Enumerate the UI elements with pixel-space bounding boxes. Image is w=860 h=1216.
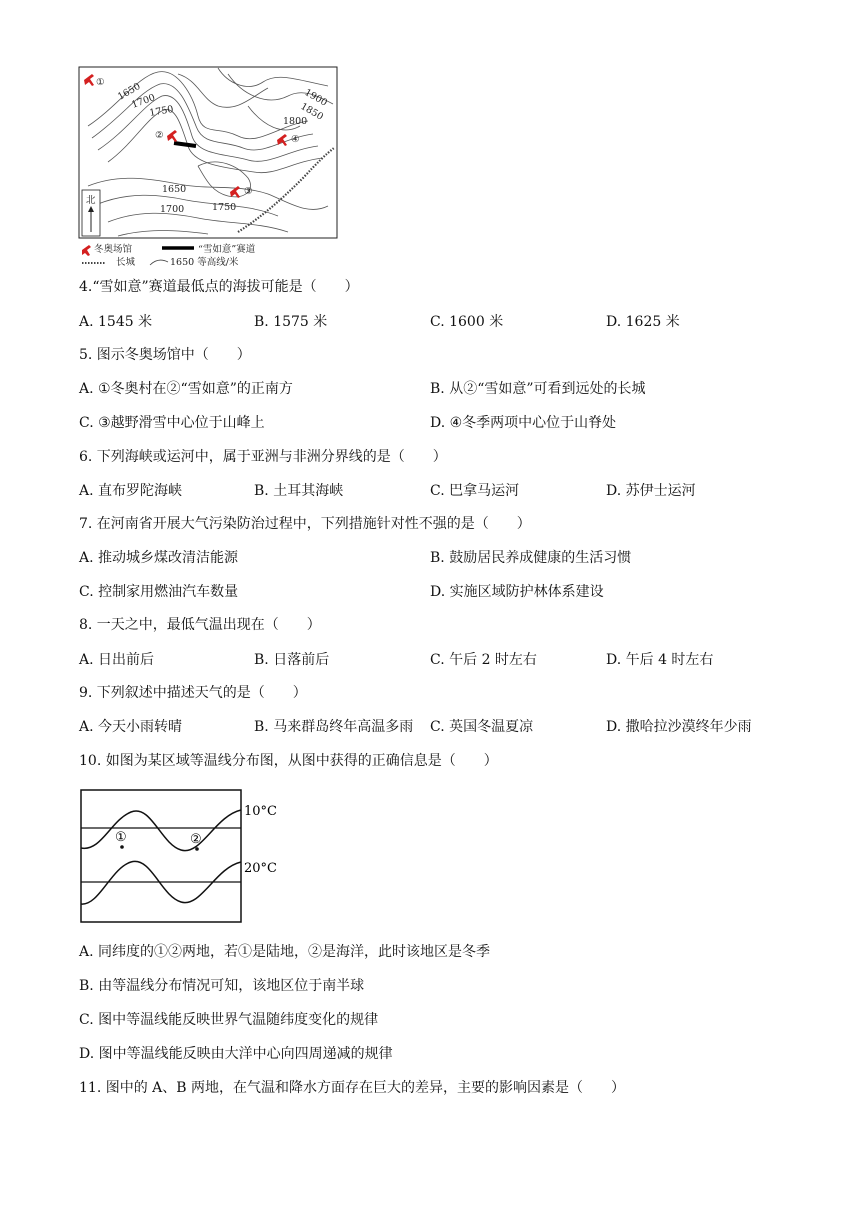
venue-marker: ③ [244,186,253,197]
option-b[interactable]: B. 1575 米 [254,314,328,330]
venue-icon [84,74,94,86]
venue-icon [277,134,287,146]
question-stem: 5. 图示冬奥场馆中（ ） [79,347,251,363]
question-stem: 11. 图中的 A、B 两地，在气温和降水方面存在巨大的差异，主要的影响因素是（ ） [79,1080,626,1096]
question-stem: 8. 一天之中，最低气温出现在（ ） [79,617,321,633]
option-b[interactable]: B. 日落前后 [254,652,330,668]
question-stem: 10. 如图为某区域等温线分布图，从图中获得的正确信息是（ ） [79,753,498,769]
north-label: 北 [86,195,96,206]
option-a[interactable]: A. 推动城乡煤改清洁能源 [79,550,239,566]
option-b[interactable]: B. 由等温线分布情况可知，该地区位于南半球 [79,978,365,994]
question-stem: 4.“雪如意”赛道最低点的海拔可能是（ ） [79,279,359,295]
venue-marker: ② [155,130,164,141]
option-d[interactable]: D. 图中等温线能反映由大洋中心向四周递减的规律 [79,1046,393,1062]
option-a[interactable]: A. 同纬度的①②两地，若①是陆地，②是海洋，此时该地区是冬季 [79,944,491,960]
location-marker-2: ② [190,832,202,847]
option-a[interactable]: A. 直布罗陀海峡 [79,483,183,499]
option-c[interactable]: C. 控制家用燃油汽车数量 [79,584,239,600]
contour-label: 1900 [302,87,329,109]
venue-icon [167,130,177,142]
contour-label: 1850 [298,101,325,123]
location-marker-1: ① [115,830,127,845]
contour-label: 1700 [160,204,185,215]
isotherm-figure [79,786,279,926]
contour-label: 1800 [283,116,308,127]
option-d[interactable]: D. 苏伊士运河 [606,483,696,499]
legend-venue-label: 冬奥场馆 [94,244,133,255]
option-b[interactable]: B. 从②“雪如意”可看到远处的长城 [430,381,646,397]
contour-label: 1750 [148,103,175,119]
option-c[interactable]: C. 英国冬温夏凉 [430,719,534,735]
option-d[interactable]: D. ④冬季两项中心位于山脊处 [430,415,617,431]
option-c[interactable]: C. 图中等温线能反映世界气温随纬度变化的规律 [79,1012,379,1028]
contour-label: 1750 [212,202,237,213]
venue-marker: ④ [291,134,300,145]
option-a[interactable]: A. 今天小雨转晴 [79,719,183,735]
question-stem: 6. 下列海峡或运河中，属于亚洲与非洲分界线的是（ ） [79,449,447,465]
option-a[interactable]: A. ①冬奥村在②“雪如意”的正南方 [79,381,293,397]
isotherm-label-10: 10°C [244,804,277,819]
contour-label: 1700 [130,92,157,111]
option-b[interactable]: B. 土耳其海峡 [254,483,344,499]
venue-marker: ① [96,77,105,88]
option-a[interactable]: A. 1545 米 [79,314,153,330]
option-d[interactable]: D. 实施区域防护林体系建设 [430,584,604,600]
question-stem: 9. 下列叙述中描述天气的是（ ） [79,685,307,701]
option-c[interactable]: C. ③越野滑雪中心位于山峰上 [79,415,265,431]
option-b[interactable]: B. 马来群岛终年高温多雨 [254,719,414,735]
legend-wall-label: 长城 [116,257,136,268]
map-legend [82,243,256,268]
option-b[interactable]: B. 鼓励居民养成健康的生活习惯 [430,550,632,566]
legend-contour-label: 1650 等高线/米 [170,257,239,268]
option-c[interactable]: C. 午后 2 时左右 [430,652,537,668]
legend-track-label: “雪如意”赛道 [198,244,256,255]
contour-map-figure [78,66,340,268]
contour-label: 1650 [116,80,143,103]
option-d[interactable]: D. 午后 4 时左右 [606,652,714,668]
contour-label: 1650 [162,184,187,195]
option-c[interactable]: C. 巴拿马运河 [430,483,520,499]
question-stem: 7. 在河南省开展大气污染防治过程中，下列措施针对性不强的是（ ） [79,516,531,532]
option-d[interactable]: D. 1625 米 [606,314,680,330]
option-c[interactable]: C. 1600 米 [430,314,504,330]
option-d[interactable]: D. 撒哈拉沙漠终年少雨 [606,719,752,735]
isotherm-label-20: 20°C [244,861,277,876]
option-a[interactable]: A. 日出前后 [79,652,155,668]
